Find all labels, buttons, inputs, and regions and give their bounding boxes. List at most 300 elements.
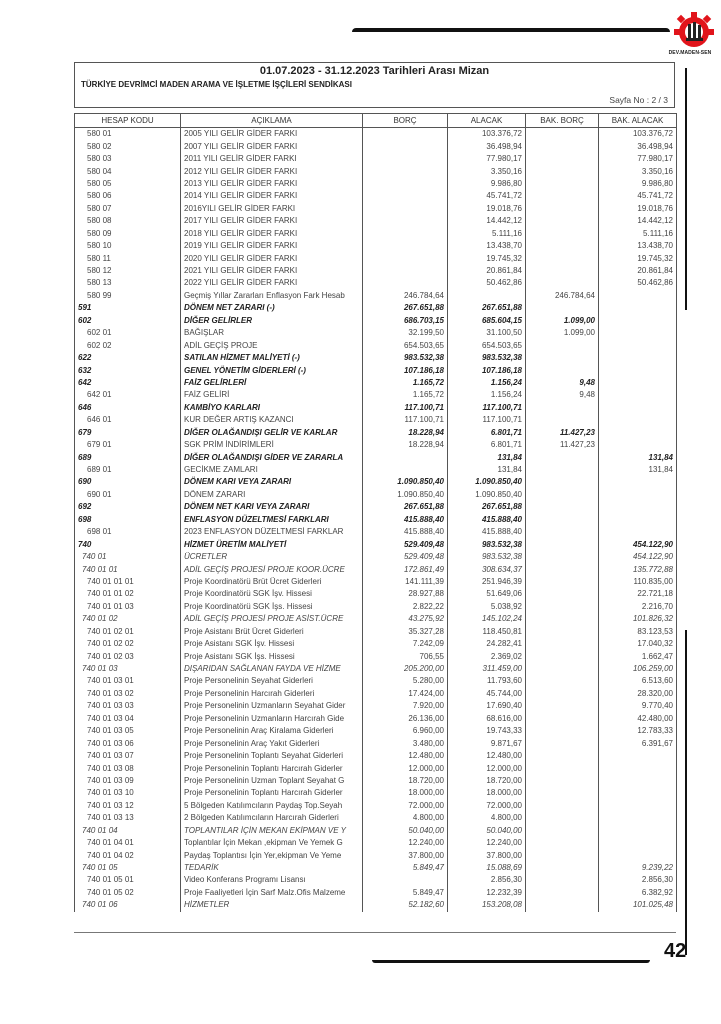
row-borc: 141.111,39: [363, 576, 448, 588]
row-description: HİZMET ÜRETİM MALİYETİ: [181, 538, 363, 550]
row-borc: [363, 215, 448, 227]
table-row: [75, 501, 677, 513]
row-code: 602 02: [75, 339, 181, 351]
row-borc: [363, 265, 448, 277]
header-aciklama: AÇIKLAMA: [181, 114, 363, 128]
row-alacak: [448, 290, 526, 302]
table-row: [75, 389, 677, 401]
row-description: KAMBİYO KARLARI: [181, 402, 363, 414]
row-bak-borc: [526, 339, 599, 351]
row-bak-alacak: [599, 290, 677, 302]
row-code: 740 01 06: [75, 899, 181, 911]
row-description: Proje Personelinin Araç Yakıt Giderleri: [181, 737, 363, 749]
row-bak-borc: [526, 787, 599, 799]
row-description: Proje Koordinatörü SGK İşs. Hissesi: [181, 601, 363, 613]
row-code: 642 01: [75, 389, 181, 401]
row-bak-borc: 246.784,64: [554, 290, 595, 300]
row-bak-alacak: 83.123,53: [599, 626, 677, 638]
row-code: 740 01 03 03: [75, 700, 181, 712]
row-description: Proje Personelinin Toplantı Harcırah Giderler: [181, 762, 363, 774]
row-description: GENEL YÖNETİM GİDERLERİ (-): [181, 364, 363, 376]
table-row: [75, 675, 677, 687]
row-borc: 2.822,22: [363, 601, 448, 613]
row-bak-alacak: 19.018,76: [599, 203, 677, 215]
row-alacak: 19.745,32: [448, 252, 526, 264]
row-bak-borc: [526, 837, 599, 849]
row-code: 642: [75, 377, 181, 389]
row-code: 740 01 05 02: [75, 887, 181, 899]
table-row: [75, 302, 677, 314]
row-description: ADİL GEÇİŞ PROJESİ PROJE ASİST.ÜCRE: [181, 613, 363, 625]
row-bak-alacak: [599, 514, 677, 526]
row-description: Proje Asistanı Brüt Ücret Giderleri: [181, 626, 363, 638]
row-bak-borc: 1.099,00: [563, 315, 595, 325]
table-row: [75, 551, 677, 563]
row-bak-alacak: 2.856,30: [599, 874, 677, 886]
row-code: 689 01: [75, 464, 181, 476]
row-bak-alacak: 2.216,70: [599, 601, 677, 613]
row-bak-alacak: 13.438,70: [599, 240, 677, 252]
row-bak-borc: [526, 862, 599, 874]
row-bak-alacak: 9.239,22: [599, 862, 677, 874]
row-alacak: 9.986,80: [448, 178, 526, 190]
row-alacak: 308.634,37: [448, 563, 526, 575]
row-code: 580 99: [75, 290, 181, 302]
row-bak-alacak: 14.442,12: [599, 215, 677, 227]
row-bak-alacak: 9.986,80: [599, 178, 677, 190]
table-row: [75, 327, 677, 339]
row-bak-alacak: [599, 339, 677, 351]
row-code: 740 01 03 06: [75, 737, 181, 749]
row-code: 622: [75, 352, 181, 364]
row-borc: 35.327,28: [363, 626, 448, 638]
row-bak-borc: [526, 874, 599, 886]
row-code: 580 11: [75, 252, 181, 264]
table-row: [75, 402, 677, 414]
table-row: [75, 476, 677, 488]
row-bak-alacak: 28.320,00: [599, 688, 677, 700]
row-code: 740 01 03 04: [75, 713, 181, 725]
table-row: [75, 750, 677, 762]
row-alacak: 5.038,92: [448, 601, 526, 613]
table-row: [75, 576, 677, 588]
row-bak-alacak: 454.122,90: [599, 551, 677, 563]
row-bak-borc: [526, 364, 599, 376]
row-alacak: 19.743,33: [448, 725, 526, 737]
row-bak-borc: [526, 228, 599, 240]
table-row: [75, 787, 677, 799]
row-bak-alacak: [599, 501, 677, 513]
row-borc: 5.849,47: [363, 862, 448, 874]
row-code: 580 09: [75, 228, 181, 240]
row-borc: 32.199,50: [363, 327, 448, 339]
row-alacak: 415.888,40: [448, 526, 526, 538]
row-bak-borc: 11.427,23: [560, 440, 595, 450]
row-code: 602 01: [75, 327, 181, 339]
row-alacak: 983.532,38: [448, 538, 526, 550]
row-bak-alacak: 3.350,16: [599, 165, 677, 177]
row-borc: [363, 451, 448, 463]
row-alacak: 131,84: [448, 464, 526, 476]
row-bak-alacak: 45.741,72: [599, 190, 677, 202]
row-bak-borc: [526, 178, 599, 190]
row-bak-alacak: 9.770,40: [599, 700, 677, 712]
row-alacak: 17.690,40: [448, 700, 526, 712]
row-description: KUR DEĞER ARTIŞ KAZANCI: [181, 414, 363, 426]
row-description: DÖNEM ZARARI: [181, 489, 363, 501]
row-bak-alacak: [599, 327, 677, 339]
row-bak-alacak: 19.745,32: [599, 252, 677, 264]
row-code: 740 01 03 08: [75, 762, 181, 774]
table-row: [75, 526, 677, 538]
row-code: 740 01 05: [75, 862, 181, 874]
row-borc: 18.720,00: [363, 775, 448, 787]
row-alacak: 50.462,86: [448, 277, 526, 289]
row-borc: 43.275,92: [363, 613, 448, 625]
row-bak-borc: [526, 576, 599, 588]
right-decorative-bar-lower: [685, 630, 687, 955]
row-alacak: 131,84: [448, 451, 526, 463]
row-borc: 7.242,09: [363, 638, 448, 650]
row-alacak: 37.800,00: [448, 849, 526, 861]
row-borc: [363, 165, 448, 177]
row-borc: 654.503,65: [363, 339, 448, 351]
table-row: [75, 489, 677, 501]
table-row: [75, 377, 677, 389]
row-bak-alacak: 101.025,48: [599, 899, 677, 911]
bottom-decorative-line: [372, 960, 650, 963]
row-bak-borc: [526, 713, 599, 725]
row-bak-alacak: [599, 849, 677, 861]
row-bak-alacak: [599, 315, 677, 327]
row-bak-alacak: [599, 762, 677, 774]
row-description: ÜCRETLER: [181, 551, 363, 563]
row-borc: 246.784,64: [363, 290, 448, 302]
row-borc: 686.703,15: [363, 315, 448, 327]
row-alacak: 5.111,16: [448, 228, 526, 240]
table-row: [75, 352, 677, 364]
logo-caption: DEV.MADEN-SEN: [668, 50, 712, 56]
row-description: TOPLANTILAR İÇİN MEKAN EKİPMAN VE Y: [181, 825, 363, 837]
row-alacak: 267.651,88: [448, 501, 526, 513]
table-row: [75, 862, 677, 874]
row-alacak: 45.741,72: [448, 190, 526, 202]
row-code: 580 01: [75, 128, 181, 141]
row-bak-alacak: 101.826,32: [599, 613, 677, 625]
table-row: [75, 265, 677, 277]
row-alacak: 1.090.850,40: [448, 476, 526, 488]
row-borc: [363, 128, 448, 141]
row-code: 740 01 03 05: [75, 725, 181, 737]
row-description: GECİKME ZAMLARI: [181, 464, 363, 476]
row-description: FAİZ GELİRİ: [181, 389, 363, 401]
row-bak-borc: [526, 725, 599, 737]
row-description: DÖNEM NET KARI VEYA ZARARI: [181, 501, 363, 513]
row-bak-borc: [526, 489, 599, 501]
row-bak-borc: [526, 302, 599, 314]
table-row: [75, 601, 677, 613]
row-borc: 5.280,00: [363, 675, 448, 687]
table-row: [75, 762, 677, 774]
row-alacak: 2.856,30: [448, 874, 526, 886]
row-bak-borc: [526, 240, 599, 252]
row-bak-borc: [526, 203, 599, 215]
row-bak-borc: [526, 402, 599, 414]
row-alacak: 415.888,40: [448, 514, 526, 526]
table-row: [75, 315, 677, 327]
row-bak-borc: [526, 526, 599, 538]
row-bak-borc: [526, 613, 599, 625]
table-body: [75, 128, 677, 912]
table-row: [75, 277, 677, 289]
row-description: 2013 YILI GELİR GİDER FARKI: [181, 178, 363, 190]
row-bak-alacak: [599, 439, 677, 451]
row-alacak: 983.532,38: [448, 352, 526, 364]
table-row: [75, 190, 677, 202]
table-row: [75, 563, 677, 575]
row-alacak: 311.459,00: [448, 663, 526, 675]
row-bak-borc: [526, 812, 599, 824]
table-row: [75, 215, 677, 227]
row-description: 2011 YILI GELİR GİDER FARKI: [181, 153, 363, 165]
report-header: [74, 62, 675, 108]
row-bak-borc: 1.099,00: [563, 328, 595, 338]
row-alacak: 117.100,71: [448, 414, 526, 426]
row-code: 580 13: [75, 277, 181, 289]
row-description: Proje Asistanı SGK İşs. Hissesi: [181, 650, 363, 662]
row-code: 740 01 03: [75, 663, 181, 675]
row-description: TEDARİK: [181, 862, 363, 874]
row-borc: 18.000,00: [363, 787, 448, 799]
row-alacak: 267.651,88: [448, 302, 526, 314]
row-alacak: 4.800,00: [448, 812, 526, 824]
row-description: 5 Bölgeden Katılımcıların Paydaş Top.Seyah: [181, 800, 363, 812]
row-description: DİĞER GELİRLER: [181, 315, 363, 327]
row-alacak: 107.186,18: [448, 364, 526, 376]
table-row: [75, 588, 677, 600]
row-description: Proje Personelinin Uzmanların Seyahat Gider: [181, 700, 363, 712]
row-code: 679 01: [75, 439, 181, 451]
row-code: 740 01 01 01: [75, 576, 181, 588]
trial-balance-table: [74, 113, 677, 912]
row-bak-alacak: 131,84: [599, 451, 677, 463]
row-borc: 1.090.850,40: [363, 476, 448, 488]
row-bak-borc: [526, 800, 599, 812]
row-alacak: 3.350,16: [448, 165, 526, 177]
header-hesap-kodu: HESAP KODU: [75, 114, 181, 128]
row-alacak: 51.649,06: [448, 588, 526, 600]
row-description: ADİL GEÇİŞ PROJE: [181, 339, 363, 351]
row-code: 580 04: [75, 165, 181, 177]
row-bak-borc: [526, 464, 599, 476]
table-row: [75, 812, 677, 824]
row-bak-alacak: [599, 389, 677, 401]
row-description: Video Konferans Programı Lisansı: [181, 874, 363, 886]
row-alacak: 18.720,00: [448, 775, 526, 787]
row-description: 2020 YILI GELİR GİDER FARKI: [181, 252, 363, 264]
row-code: 740 01 02 02: [75, 638, 181, 650]
row-code: 646 01: [75, 414, 181, 426]
row-bak-borc: [526, 153, 599, 165]
row-code: 740 01 01: [75, 563, 181, 575]
row-borc: 28.927,88: [363, 588, 448, 600]
table-row: [75, 538, 677, 550]
table-row: [75, 203, 677, 215]
row-description: BAĞIŞLAR: [181, 327, 363, 339]
row-description: DİĞER OLAĞANDIŞI GELİR VE KARLAR: [181, 427, 363, 439]
row-bak-borc: [526, 165, 599, 177]
row-alacak: 13.438,70: [448, 240, 526, 252]
row-borc: [363, 252, 448, 264]
footer-page-number: 42: [664, 940, 687, 962]
row-description: Proje Personelinin Harcırah Giderleri: [181, 688, 363, 700]
table-row: [75, 899, 677, 911]
row-bak-borc: [526, 663, 599, 675]
row-code: 740 01 03 02: [75, 688, 181, 700]
row-alacak: 12.232,39: [448, 887, 526, 899]
row-alacak: 685.604,15: [448, 315, 526, 327]
row-bak-borc: [526, 215, 599, 227]
row-bak-alacak: 6.382,92: [599, 887, 677, 899]
row-alacak: 72.000,00: [448, 800, 526, 812]
row-alacak: 15.088,69: [448, 862, 526, 874]
row-borc: 3.480,00: [363, 737, 448, 749]
organization-name: TÜRKİYE DEVRİMCİ MADEN ARAMA VE İŞLETME İŞÇİLERİ SENDİKASI: [81, 80, 352, 89]
table-row: [75, 849, 677, 861]
row-bak-borc: [526, 650, 599, 662]
row-alacak: 251.946,39: [448, 576, 526, 588]
table-row: [75, 887, 677, 899]
table-row: [75, 339, 677, 351]
row-borc: 12.000,00: [363, 762, 448, 774]
table-row: [75, 252, 677, 264]
table-row: [75, 725, 677, 737]
row-code: 591: [75, 302, 181, 314]
row-borc: 52.182,60: [363, 899, 448, 911]
row-alacak: 20.861,84: [448, 265, 526, 277]
table-row: [75, 228, 677, 240]
row-description: Proje Personelinin Toplantı Seyahat Giderleri: [181, 750, 363, 762]
row-alacak: 9.871,67: [448, 737, 526, 749]
row-bak-borc: [526, 538, 599, 550]
row-bak-alacak: 36.498,94: [599, 140, 677, 152]
row-borc: 50.040,00: [363, 825, 448, 837]
row-alacak: 45.744,00: [448, 688, 526, 700]
table-row: [75, 464, 677, 476]
row-description: 2019 YILI GELİR GİDER FARKI: [181, 240, 363, 252]
row-borc: 983.532,38: [363, 352, 448, 364]
row-borc: [363, 153, 448, 165]
row-description: ADİL GEÇİŞ PROJESİ PROJE KOOR.ÜCRE: [181, 563, 363, 575]
row-code: 698 01: [75, 526, 181, 538]
table-row: [75, 874, 677, 886]
table-row: [75, 650, 677, 662]
row-description: 2007 YILI GELİR GİDER FARKI: [181, 140, 363, 152]
row-bak-alacak: 106.259,00: [599, 663, 677, 675]
row-bak-alacak: [599, 377, 677, 389]
row-code: 740 01 03 13: [75, 812, 181, 824]
row-bak-alacak: 22.721,18: [599, 588, 677, 600]
row-code: 580 10: [75, 240, 181, 252]
row-bak-alacak: [599, 800, 677, 812]
row-description: Proje Personelinin Araç Kiralama Giderleri: [181, 725, 363, 737]
row-borc: 415.888,40: [363, 526, 448, 538]
row-code: 692: [75, 501, 181, 513]
row-code: 740 01 02: [75, 613, 181, 625]
row-alacak: 31.100,50: [448, 327, 526, 339]
row-code: 740 01 03 01: [75, 675, 181, 687]
row-description: DİĞER OLAĞANDIŞI GİDER VE ZARARLA: [181, 451, 363, 463]
row-bak-borc: [526, 265, 599, 277]
row-alacak: 118.450,81: [448, 626, 526, 638]
table-row: [75, 165, 677, 177]
row-bak-borc: [526, 700, 599, 712]
row-borc: 18.228,94: [363, 439, 448, 451]
row-bak-borc: 9,48: [579, 390, 595, 400]
row-borc: 72.000,00: [363, 800, 448, 812]
row-code: 740 01 04: [75, 825, 181, 837]
row-bak-borc: [526, 514, 599, 526]
table-row: [75, 700, 677, 712]
row-code: 740 01 03 07: [75, 750, 181, 762]
row-bak-borc: [526, 252, 599, 264]
row-bak-alacak: [599, 402, 677, 414]
row-bak-alacak: [599, 526, 677, 538]
row-bak-borc: [526, 588, 599, 600]
row-description: 2012 YILI GELİR GİDER FARKI: [181, 165, 363, 177]
row-alacak: 11.793,60: [448, 675, 526, 687]
row-borc: 117.100,71: [363, 402, 448, 414]
row-alacak: 12.480,00: [448, 750, 526, 762]
row-alacak: 103.376,72: [448, 128, 526, 141]
row-description: Proje Asistanı SGK İşv. Hissesi: [181, 638, 363, 650]
row-bak-borc: [526, 899, 599, 911]
header-alacak: ALACAK: [448, 114, 526, 128]
row-bak-borc: 9,48: [579, 377, 595, 387]
row-alacak: 12.240,00: [448, 837, 526, 849]
row-alacak: 1.156,24: [448, 389, 526, 401]
row-bak-alacak: 135.772,88: [599, 563, 677, 575]
row-borc: 1.165,72: [363, 389, 448, 401]
row-code: 690: [75, 476, 181, 488]
row-code: 740 01 01 02: [75, 588, 181, 600]
row-description: Toplantılar İçin Mekan ,ekipman Ve Yemek G: [181, 837, 363, 849]
row-alacak: 50.040,00: [448, 825, 526, 837]
row-borc: 529.409,48: [363, 538, 448, 550]
row-borc: 4.800,00: [363, 812, 448, 824]
row-bak-borc: [526, 750, 599, 762]
row-bak-borc: [526, 762, 599, 774]
table-row: [75, 626, 677, 638]
table-row: [75, 140, 677, 152]
table-row: [75, 451, 677, 463]
row-code: 602: [75, 315, 181, 327]
row-alacak: 1.156,24: [448, 377, 526, 389]
row-borc: 26.136,00: [363, 713, 448, 725]
row-code: 580 12: [75, 265, 181, 277]
table-row: [75, 427, 677, 439]
row-code: 740 01 03 09: [75, 775, 181, 787]
row-alacak: 68.616,00: [448, 713, 526, 725]
row-description: DÖNEM NET ZARARI (-): [181, 302, 363, 314]
row-code: 689: [75, 451, 181, 463]
row-description: Geçmiş Yıllar Zararları Enflasyon Fark Hesab: [181, 290, 363, 302]
row-bak-alacak: 1.662,47: [599, 650, 677, 662]
row-description: Proje Koordinatörü Brüt Ücret Giderleri: [181, 576, 363, 588]
row-borc: 529.409,48: [363, 551, 448, 563]
row-description: DIŞARIDAN SAĞLANAN FAYDA VE HİZME: [181, 663, 363, 675]
row-borc: 17.424,00: [363, 688, 448, 700]
